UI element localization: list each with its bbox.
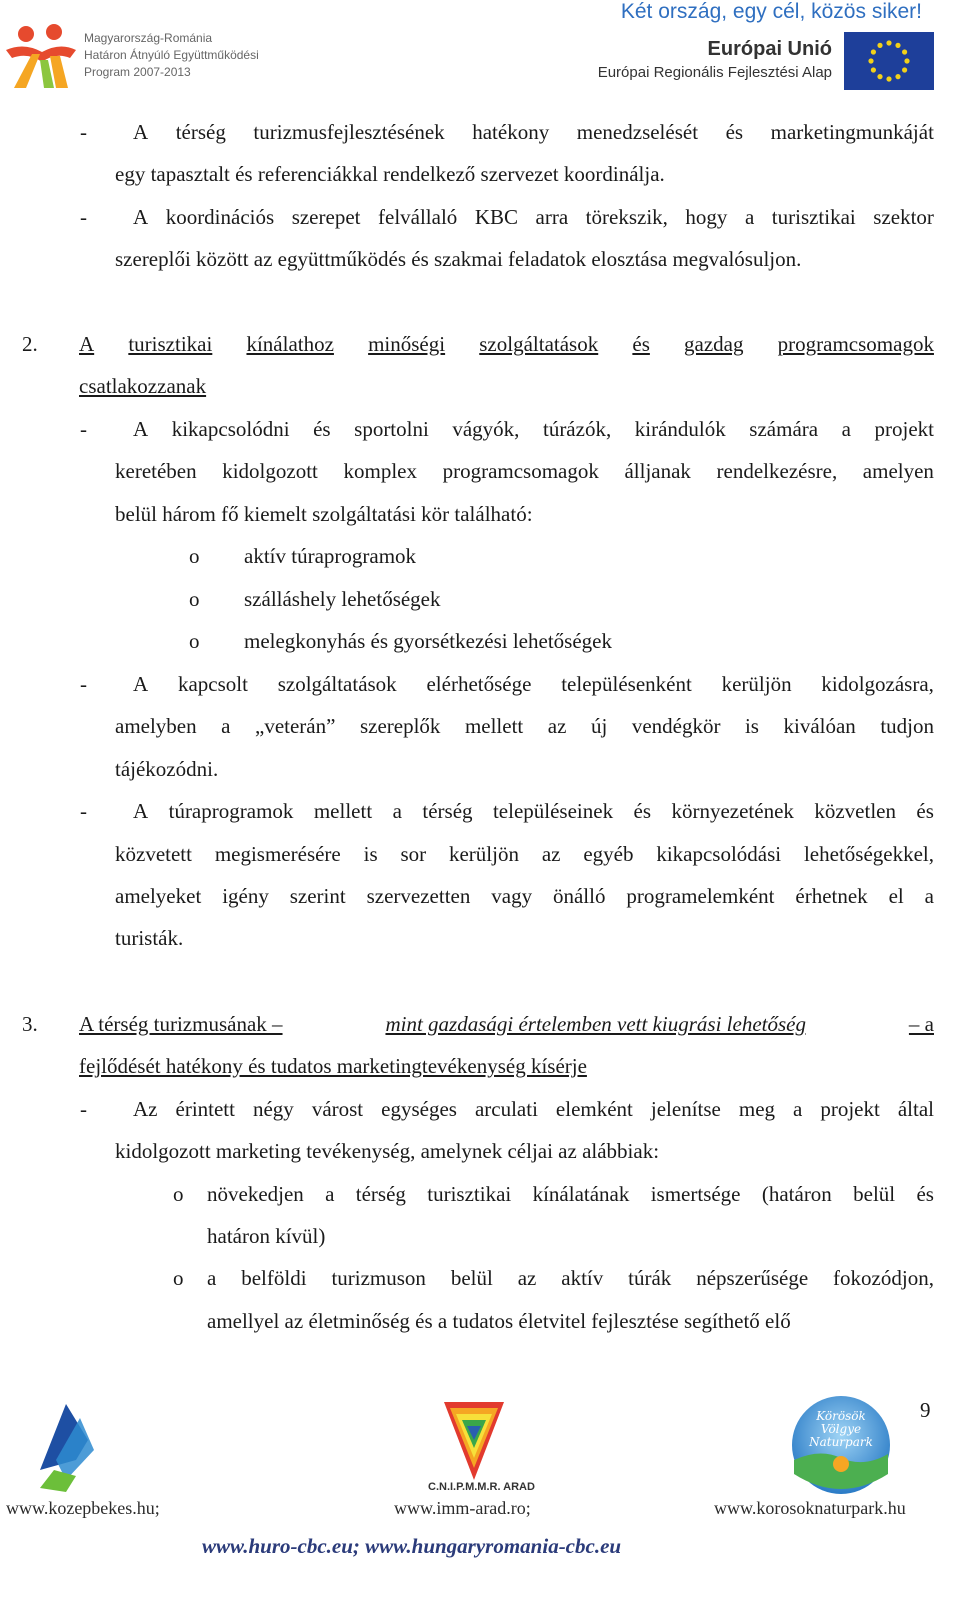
text-line: tájékozódni. [115,757,219,781]
word: menedzselését [576,120,699,144]
word: új [590,714,608,738]
program-logo-line: Program 2007-2013 [84,65,191,79]
logo-text-line: Körösök [816,1409,866,1423]
word: keretében [115,459,197,483]
eu-star-icon [871,49,876,54]
word: álljanak [624,459,691,483]
sub-bullet-marker: o [173,1266,184,1290]
word: településenként [561,672,692,696]
text-line [133,1096,934,1122]
word: programcsomagok [777,332,934,356]
text-line [115,841,934,867]
footer-link-korosoknaturpark[interactable]: www.korosoknaturpark.hu [714,1498,906,1518]
text-line [133,798,934,824]
word: várost [311,1097,364,1121]
word: amelyben [115,714,197,738]
sub-item: aktív túraprogramok [244,544,417,568]
word: projekt [820,1097,880,1121]
sub-item: melegkonyhás és gyorsétkezési lehetőségek [244,629,612,653]
word: térség [355,1182,406,1206]
word: és [725,120,744,144]
bullet-marker: - [80,799,87,823]
word: az [517,1266,537,1290]
sub-item-line [207,1181,934,1207]
word: elemként [555,1097,633,1121]
word: arra [535,205,569,229]
word: belül [853,1182,896,1206]
program-logo-icon [4,20,80,90]
word: számára [749,417,819,441]
word: térség [175,120,226,144]
word: igény [222,884,269,908]
eu-star-icon [877,74,882,79]
heading-part: – a [908,1012,934,1036]
word: vendégkör [631,714,721,738]
text-line [133,119,934,145]
word: az [547,714,567,738]
word: projekt [874,417,934,441]
word: túrák [628,1266,672,1290]
word: amelyeket [115,884,202,908]
text-line: kidolgozott marketing tevékenység, amelynek céljai az alábbiak: [115,1139,660,1163]
word: kidolgozott [222,459,318,483]
word: amelyen [862,459,934,483]
word: komplex [343,459,417,483]
text-line: szereplői között az együttműködés és szakmai feladatok elosztása megvalósuljon. [115,247,802,271]
eu-flag-icon [844,32,934,90]
eu-star-icon [877,43,882,48]
sub-bullet-marker: o [189,587,200,611]
program-logo-text [84,30,259,81]
eu-star-icon [886,76,891,81]
word: vagy [491,884,533,908]
word: marketingmunkáját [770,120,934,144]
eu-star-icon [886,40,891,45]
word: kiválóan [783,714,856,738]
word: az [541,842,561,866]
word: a [841,417,851,441]
text-line: egy tapasztalt és referenciákkal rendelkező szervezet koordinálja. [115,162,665,186]
word: turisztikai [128,332,213,356]
word: egyéb [583,842,634,866]
word: önálló [552,884,606,908]
word: turizmusfejlesztésének [253,120,445,144]
text-line [133,416,934,442]
word: négy [252,1097,294,1121]
word: Az [133,1097,158,1121]
word: A [133,417,149,441]
section-number: 2. [22,332,38,356]
word: A [133,120,149,144]
word: KBC [474,205,518,229]
word: rendelkezésre, [716,459,838,483]
word: érhetnek [795,884,868,908]
word: jelenítse [650,1097,721,1121]
word: egységes [381,1097,457,1121]
text-line: belül három fő kiemelt szolgáltatási kör található: [115,502,533,526]
word: növekedjen [207,1182,304,1206]
eu-star-icon [904,58,909,63]
word: kapcsolt [177,672,248,696]
word: sor [400,842,427,866]
word: szolgáltatások [277,672,397,696]
cnipmmr-logo-text: C.N.I.P.M.M.R. ARAD [428,1481,535,1493]
word: kidolgozásra, [821,672,934,696]
word: programcsomagok [442,459,599,483]
footer-program-links[interactable]: www.huro-cbc.eu; www.hungaryromania-cbc.eu [202,1534,622,1558]
eu-star-icon [895,43,900,48]
sub-item-line [207,1265,934,1291]
word: tudjon [880,714,934,738]
program-logo-line: Határon Átnyúló Együttműködési [84,48,259,62]
word: szolgáltatások [479,332,599,356]
eu-star-icon [871,67,876,72]
word: szereplők [359,714,441,738]
word: turisztikai [771,205,856,229]
word: törekszik, [585,205,668,229]
slogan: Két ország, egy cél, közös siker! [620,0,922,23]
word: A [79,332,95,356]
text-line [115,883,934,909]
word: érintett [175,1097,235,1121]
bullet-marker: - [80,205,87,229]
word: is [363,842,378,866]
word: is [744,714,759,738]
word: a [924,884,934,908]
bullet-marker: - [80,672,87,696]
word: kínálatának [532,1182,630,1206]
word: (határon [761,1182,832,1206]
bullet-marker: - [80,1097,87,1121]
word: arculati [474,1097,538,1121]
footer-link-imm-arad[interactable]: www.imm-arad.ro; [394,1498,531,1518]
section-heading-line [79,331,934,357]
word: kerüljön [448,842,519,866]
word: el [888,884,904,908]
bullet-marker: - [80,417,87,441]
word: szektor [873,205,934,229]
word: belül [450,1266,493,1290]
word: és [916,799,934,823]
word: által [897,1097,934,1121]
page-number: 9 [920,1398,931,1422]
eu-star-icon [902,49,907,54]
word: a [325,1182,335,1206]
kozepbekes-logo-icon [36,1400,96,1492]
word: felvállaló [378,205,458,229]
logo-text-line: Völgye [820,1422,862,1436]
word: meg [738,1097,776,1121]
sub-item-line: amellyel az életminőség és a tudatos életvitel fejlesztése segíthető elő [207,1309,791,1333]
word: hogy [685,205,728,229]
word: elérhetősége [426,672,532,696]
section-heading-line: csatlakozzanak [79,374,207,398]
word: A [133,205,149,229]
word: turizmuson [331,1266,426,1290]
word: koordinációs [165,205,275,229]
sub-item-line: határon kívül) [207,1224,326,1248]
word: programelemként [626,884,775,908]
text-line [133,671,934,697]
word: szerint [289,884,346,908]
word: térség [422,799,473,823]
sub-item: szálláshely lehetőségek [244,587,441,611]
word: közvetlen [814,799,896,823]
text-line [115,713,934,739]
word: megismerésére [214,842,341,866]
eu-star-icon [902,67,907,72]
word: turisztikai [427,1182,512,1206]
word: népszerűsége [696,1266,809,1290]
word: gazdag [684,332,744,356]
word: a [392,799,402,823]
heading-italic: mint gazdasági értelemben vett kiugrási lehetőség [385,1012,806,1036]
word: kerüljön [721,672,792,696]
logo-text-line: Naturpark [809,1435,873,1449]
word: a [744,205,755,229]
word: túrázók, [542,417,612,441]
bullet-marker: - [80,120,87,144]
word: és [313,417,331,441]
footer-link-kozepbekes[interactable]: www.kozepbekes.hu; [6,1498,160,1518]
word: és [633,799,652,823]
eu-title: Európai Unió [707,38,832,60]
word: fokozódjon, [833,1266,934,1290]
word: és [632,332,650,356]
eu-star-icon [868,58,873,63]
sub-bullet-marker: o [173,1182,184,1206]
word: a [793,1097,803,1121]
word: sportolni [354,417,429,441]
word: A [133,799,149,823]
cnipmmr-logo-icon [442,1400,506,1482]
word: és [916,1182,934,1206]
text-line: turisták. [115,926,184,950]
sub-bullet-marker: o [189,629,200,653]
word: szerepet [291,205,361,229]
word: A [133,672,149,696]
sub-bullet-marker: o [189,544,200,568]
word: szervezetten [366,884,471,908]
word: mellett [313,799,373,823]
word: környezetének [671,799,794,823]
word: „veterán” [255,714,336,738]
text-line [133,204,934,230]
word: ismertsége [650,1182,741,1206]
word: hatékony [472,120,550,144]
word: a [207,1266,217,1290]
word: kirándulók [634,417,726,441]
word: aktív [561,1266,604,1290]
word: belföldi [241,1266,307,1290]
word: a [221,714,231,738]
section-heading-line: fejlődését hatékony és tudatos marketingtevékenység kísérje [79,1054,587,1078]
eu-star-icon [895,74,900,79]
program-logo-line: Magyarország-Románia [84,31,213,45]
korosok-naturpark-logo-text [806,1410,876,1449]
section-number: 3. [22,1012,38,1036]
word: lehetőségekkel, [803,842,934,866]
eu-subtitle: Európai Regionális Fejlesztési Alap [597,64,832,81]
heading-part: A térség turizmusának – [79,1012,283,1036]
word: közvetett [115,842,192,866]
section-heading-line [79,1011,934,1037]
word: minőségi [368,332,446,356]
word: túraprogramok [168,799,294,823]
word: településeinek [492,799,614,823]
word: kikapcsolódni [171,417,290,441]
word: kínálathoz [246,332,334,356]
text-line [115,458,934,484]
word: vágyók, [452,417,520,441]
word: kikapcsolódási [656,842,782,866]
word: mellett [464,714,524,738]
